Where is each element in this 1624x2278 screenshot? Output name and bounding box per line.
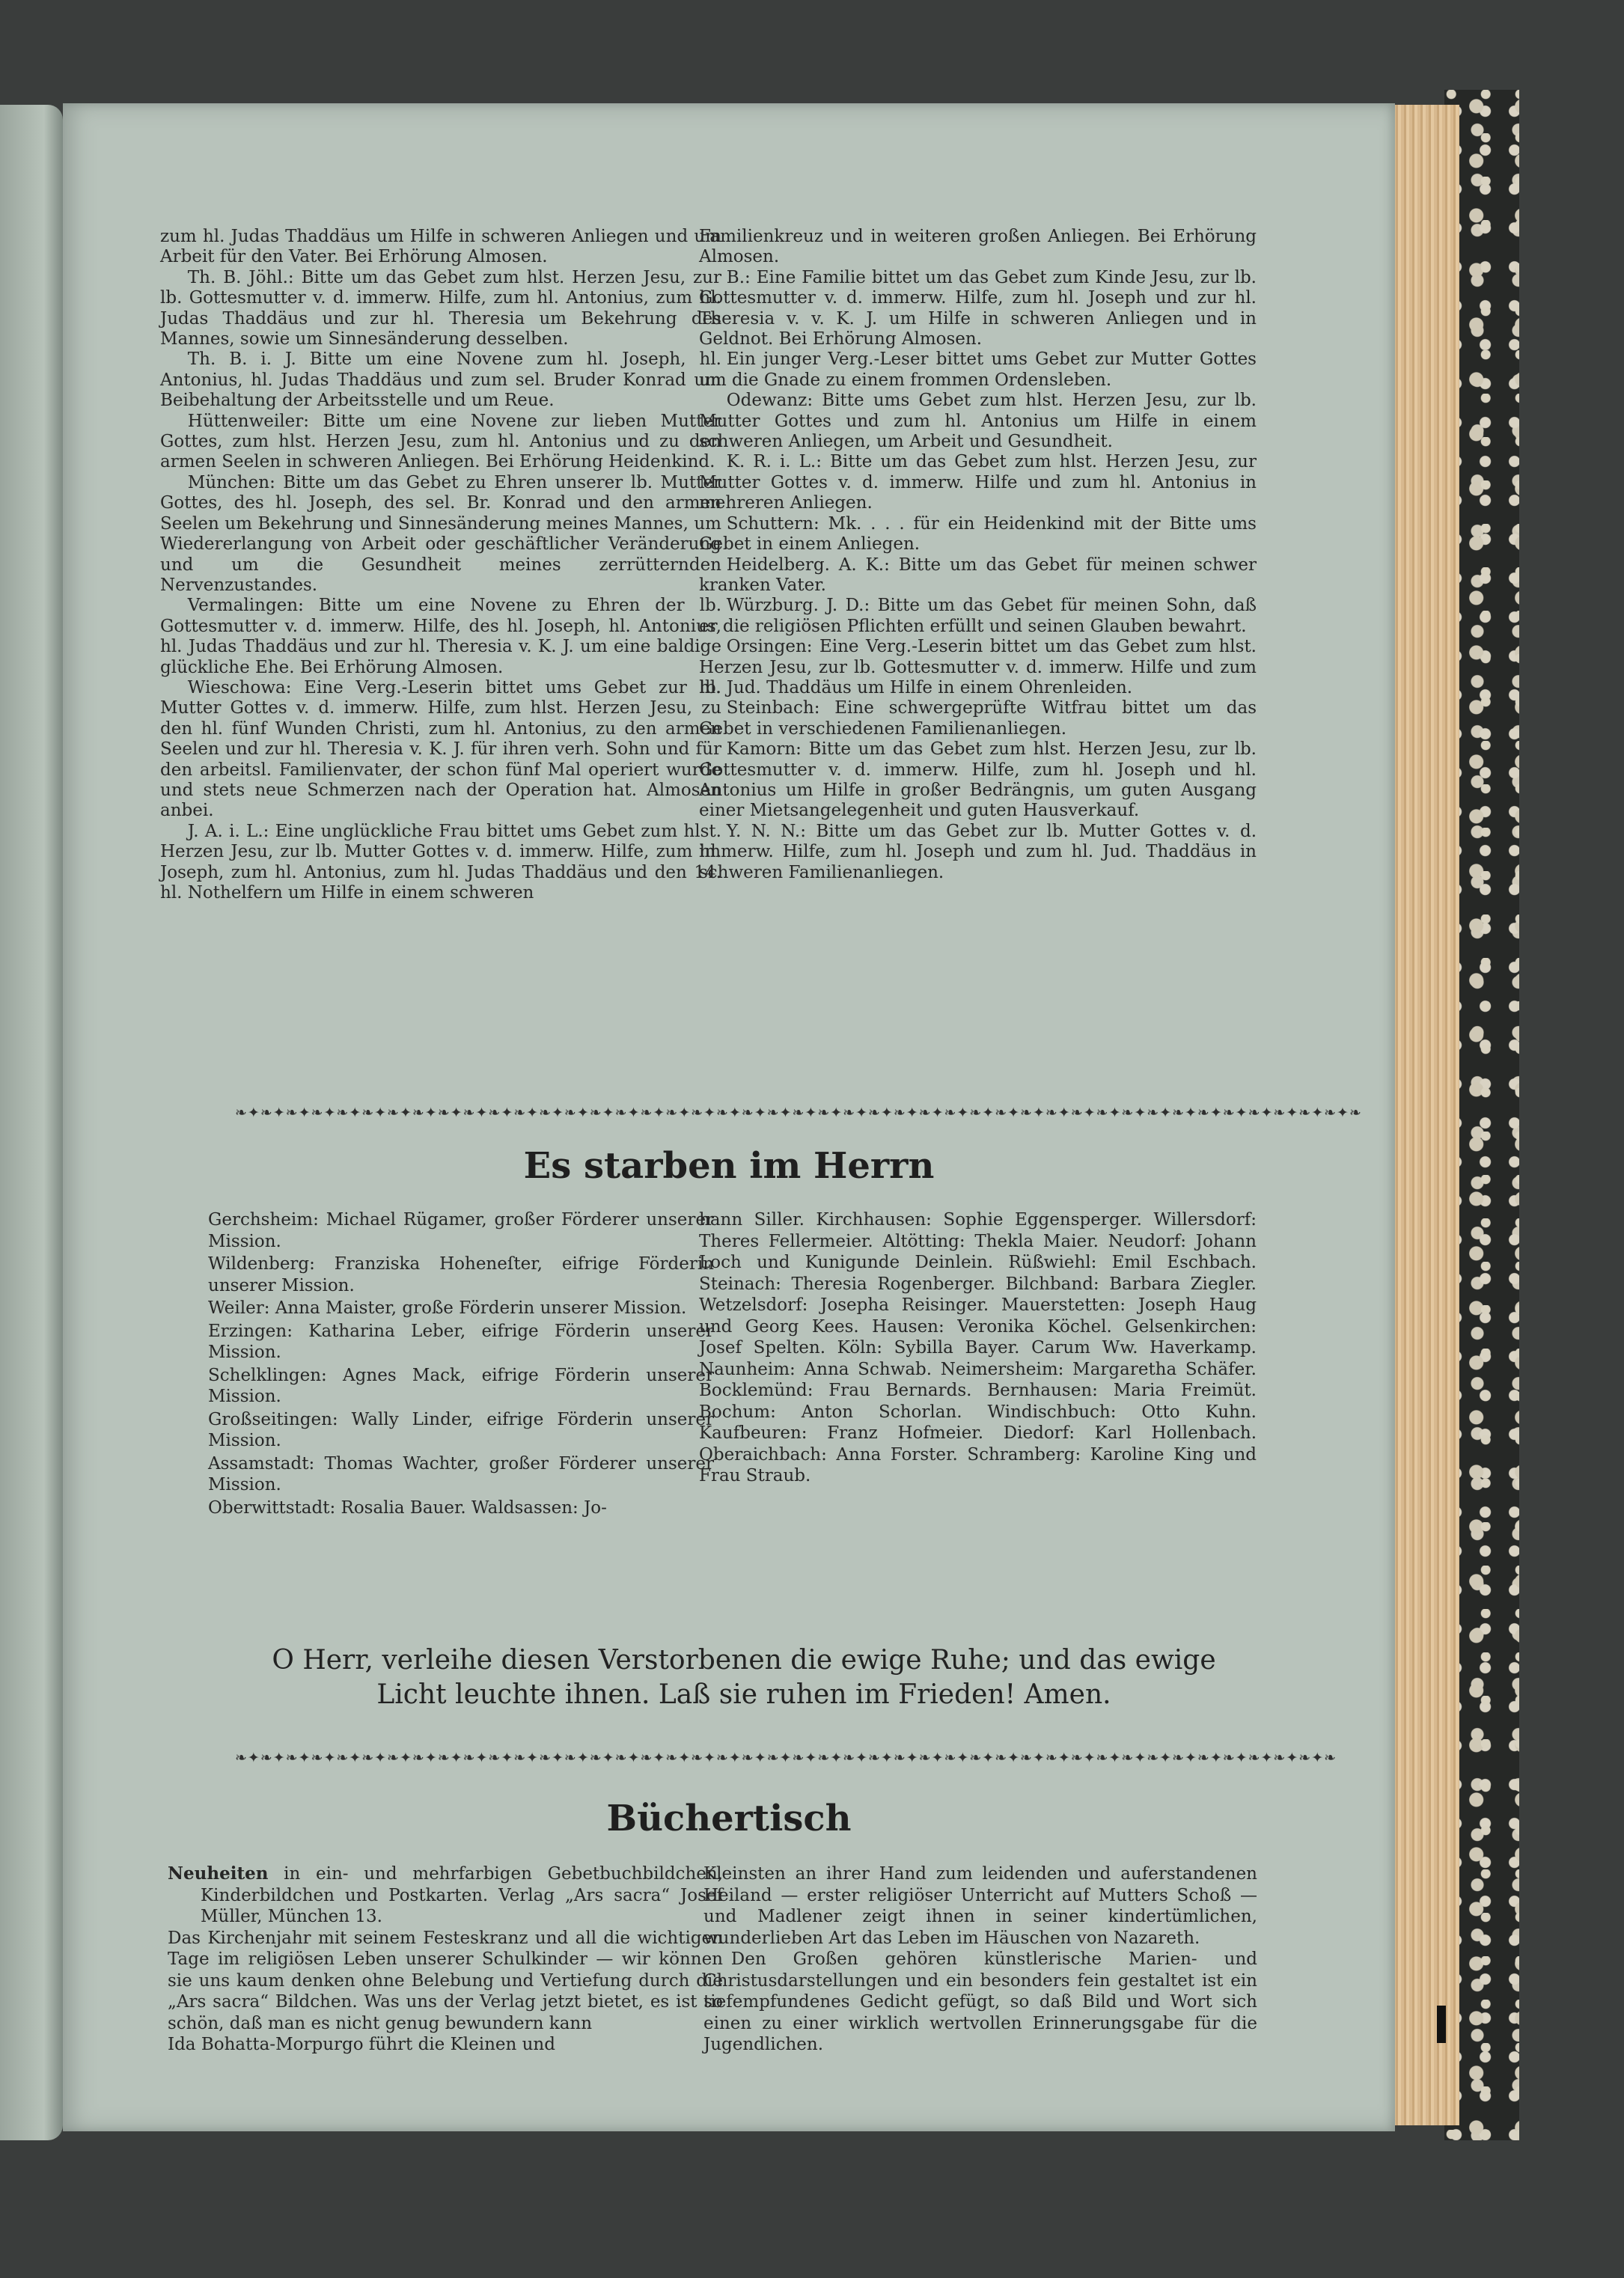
books-lead-word: Neuheiten bbox=[168, 1863, 269, 1884]
intention-entry: Wieschowa: Eine Verg.-Leserin bittet ums Gebet zur lb. Mutter Gottes v. d. immerw. Hilfe, zum hlst. Herzen Jesu, zu den hl. fünf Wunden Christi, zum hl. Antonius, zu den armen Seelen und zur hl. Theresia v. K. J. für ihren verh. Sohn und für den arbeitsl. Familienvater, der schon fünf Mal operiert wurde und stets neue Schmerzen nach der Operation hat. Almosen anbei. bbox=[160, 677, 721, 821]
books-paragraph: Kleinsten an ihrer Hand zum leidenden und auferstandenen Heiland — erster religiöser Unterricht auf Mutters Schoß — und Madlener zeigt ihnen in seiner kindertümlichen, wunderlieben Art das Leben im Häuschen von Nazareth. bbox=[703, 1864, 1257, 1948]
intention-entry: Vermalingen: Bitte um eine Novene zu Ehren der lb. Gottesmutter v. d. immerw. Hilfe, des hl. Joseph, hl. Antonius, hl. Judas Thaddäus und zur hl. Theresia v. K. J. um eine baldige glückliche Ehe. Bei Erhörung Almosen. bbox=[160, 596, 721, 677]
intention-entry: zum hl. Judas Thaddäus um Hilfe in schweren Anliegen und um Arbeit für den Vater. Bei Erhörung Almosen. bbox=[160, 227, 721, 267]
books-heading: Büchertisch bbox=[606, 1798, 852, 1839]
intention-entry: Orsingen: Eine Verg.-Leserin bittet um das Gebet zum hlst. Herzen Jesu, zur lb. Gottesmutter v. d. immerw. Hilfe und zum hl. Jud. Thaddäus um Hilfe in einem Ohrenleiden. bbox=[699, 637, 1257, 697]
obituary-entry: Erzingen: Katharina Leber, eifrige Förderin unserer Mission. bbox=[208, 1321, 714, 1362]
intention-entry: Steinbach: Eine schwergeprüfte Witfrau bittet um das Gebet in verschiedenen Familienanliegen. bbox=[699, 698, 1257, 739]
book-page bbox=[63, 103, 1395, 2131]
intention-entry: Würzburg. J. D.: Bitte um das Gebet für meinen Sohn, daß er die religiösen Pflichten erfüllt und seinen Glauben bewahrt. bbox=[699, 596, 1257, 636]
ornamental-divider: ❧✦❧✦❧✦❧✦❧✦❧✦❧✦❧✦❧✦❧✦❧✦❧✦❧✦❧✦❧✦❧✦❧✦❧✦❧✦❧✦❧✦❧✦❧✦❧✦❧✦❧✦❧✦❧✦❧✦❧✦❧✦❧✦❧✦❧✦❧✦❧✦❧✦❧✦❧✦❧✦❧✦❧✦❧✦❧ bbox=[235, 1750, 1337, 1766]
obituary-entry: Weiler: Anna Maister, große Förderin unserer Mission. bbox=[208, 1298, 687, 1318]
obituary-entry: Wildenberg: Franziska Hoheneſter, eifrige Förderin unserer Mission. bbox=[208, 1254, 714, 1295]
obituary-entry: Gerchsheim: Michael Rügamer, großer Förderer unserer Mission. bbox=[208, 1210, 714, 1251]
obituary-right-column bbox=[699, 1209, 1257, 1487]
obituary-entries: hann Siller. Kirchhausen: Sophie Eggensperger. Willersdorf: Theres Fellermeier. Altötting: Thekla Maier. Neudorf: Johann Loch und Kunigunde Deinlein. Rüßwiehl: Emil Eschbach. Steinach: Theresia Rogenberger. Bilchband: Barbara Ziegler. Wetzelsdorf: Josepha Reisinger. Mauerstetten: Joseph Haug und Georg Kees. Hausen: Veronika Köchel. Gelsenkirchen: Josef Spelten. Köln: Sybilla Bayer. Carum Ww. Haverkamp. Naunheim: Anna Schwab. Neimersheim: Margaretha Schäfer. Bocklemünd: Frau Bernards. Bernhausen: Maria Freimüt. Bochum: Anton Schorlan. Windischbuch: Otto Kuhn. Kaufbeuren: Franz Hofmeier. Diedorf: Karl Hollenbach. Oberaichbach: Anna Forster. Schramberg: Karoline King und Frau Straub. bbox=[699, 1210, 1257, 1485]
intention-entry: Schuttern: Mk. . . . für ein Heidenkind mit der Bitte ums Gebet in einem Anliegen. bbox=[699, 513, 1257, 555]
intention-entry: Th. B. Jöhl.: Bitte um das Gebet zum hlst. Herzen Jesu, zur lb. Gottesmutter v. d. immerw. Hilfe, zum hl. Antonius, zum hl. Judas Thaddäus und zur hl. Theresia um Bekehrung des Mannes, sowie um Sinnesänderung desselben. bbox=[160, 267, 721, 349]
intention-entry: Familienkreuz und in weiteren großen Anliegen. Bei Erhörung Almosen. bbox=[699, 227, 1257, 267]
prayer-line: Licht leuchte ihnen. Laß sie ruhen im Frieden! Amen. bbox=[376, 1679, 1111, 1710]
intentions-left-column bbox=[160, 227, 721, 903]
obituary-entry: Oberwittstadt: Rosalia Bauer. Waldsassen: Jo- bbox=[208, 1497, 607, 1518]
intention-entry: K. R. i. L.: Bitte um das Gebet zum hlst. Herzen Jesu, zur Mutter Gottes v. d. immerw. Hilfe und zum hl. Antonius in mehreren Anliegen. bbox=[699, 452, 1257, 513]
intention-entry: B.: Eine Familie bittet um das Gebet zum Kinde Jesu, zur lb. Gottesmutter v. d. immerw. Hilfe, zum hl. Joseph und zur hl. Theresia v. v. K. J. um Hilfe in schweren Anliegen und in Geldnot. Bei Erhörung Almosen. bbox=[699, 267, 1257, 349]
intention-entry: Odewanz: Bitte ums Gebet zum hlst. Herzen Jesu, zur lb. Mutter Gottes und zum hl. Antonius um Hilfe in einem schweren Anliegen, um Arbeit und Gesundheit. bbox=[699, 391, 1257, 452]
books-intro-text: in ein- und mehrfarbigen Gebetbuchbildchen, Kinderbildchen und Postkarten. Verlag „Ars sacra“ Josef Müller, München 13. bbox=[201, 1864, 723, 1926]
books-paragraph: Ida Bohatta-Morpurgo führt die Kleinen und bbox=[168, 2035, 555, 2054]
page-block-edges bbox=[1385, 105, 1459, 2125]
books-paragraph: Das Kirchenjahr mit seinem Festeskranz und all die wichtigen Tage im religiösen Leben unserer Schulkinder — wir können sie uns kaum denken ohne Belebung und Vertiefung durch die „Ars sacra“ Bildchen. Was uns der Verlag jetzt bietet, es ist so schön, daß man es nicht genug bewundern kann bbox=[168, 1928, 723, 2033]
books-left-column bbox=[168, 1863, 723, 2056]
facing-page-edge bbox=[0, 105, 63, 2140]
intentions-right-column bbox=[699, 227, 1257, 883]
ornamental-divider: ❧✦❧✦❧✦❧✦❧✦❧✦❧✦❧✦❧✦❧✦❧✦❧✦❧✦❧✦❧✦❧✦❧✦❧✦❧✦❧✦❧✦❧✦❧✦❧✦❧✦❧✦❧✦❧✦❧✦❧✦❧✦❧✦❧✦❧✦❧✦❧✦❧✦❧✦❧✦❧✦❧✦❧✦❧✦❧✦❧ bbox=[235, 1105, 1362, 1121]
intention-entry: Heidelberg. A. K.: Bitte um das Gebet für meinen schwer kranken Vater. bbox=[699, 555, 1257, 595]
obituary-left-column bbox=[175, 1209, 714, 1518]
intention-entry: Y. N. N.: Bitte um das Gebet zur lb. Mutter Gottes v. d. immerw. Hilfe, zum hl. Joseph und zum hl. Jud. Thaddäus in schweren Familienanliegen. bbox=[699, 821, 1257, 882]
obituary-entry: Assamstadt: Thomas Wachter, großer Förderer unserer Mission. bbox=[208, 1453, 714, 1494]
books-intro bbox=[168, 1863, 723, 1928]
intention-entry: Th. B. i. J. Bitte um eine Novene zum hl. Joseph, hl. Antonius, hl. Judas Thaddäus und zum sel. Bruder Konrad um Beibehaltung der Arbeitsstelle und um Reue. bbox=[160, 349, 721, 411]
bookmark-ribbon bbox=[1437, 2006, 1446, 2043]
books-paragraph: Den Großen gehören künstlerische Marien- und Christusdarstellungen und ein besonders fein gestaltet ist ein tiefempfundenes Gedicht gefügt, so daß Bild und Wort sich einen zu einer wirklich wertvollen Erinnerungsgabe für die Jugendlichen. bbox=[703, 1949, 1257, 2054]
obituary-heading: Es starben im Herrn bbox=[523, 1145, 935, 1187]
intention-entry: Ein junger Verg.-Leser bittet ums Gebet zur Mutter Gottes um die Gnade zu einem frommen Ordensleben. bbox=[699, 349, 1257, 390]
obituary-entry: Schelklingen: Agnes Mack, eifrige Förderin unserer Mission. bbox=[208, 1365, 714, 1406]
prayer-line: O Herr, verleihe diesen Verstorbenen die ewige Ruhe; und das ewige bbox=[272, 1645, 1216, 1676]
books-right-column bbox=[703, 1863, 1257, 2056]
intention-entry: Hüttenweiler: Bitte um eine Novene zur lieben Mutter Gottes, zum hlst. Herzen Jesu, zum hl. Antonius und zu den armen Seelen in schweren Anliegen. Bei Erhörung Heidenkind. bbox=[160, 411, 721, 472]
intention-entry: München: Bitte um das Gebet zu Ehren unserer lb. Mutter Gottes, des hl. Joseph, des sel. Br. Konrad und den armen Seelen um Bekehrung und Sinnesänderung meines Mannes, um Wiedererlangung von Arbeit oder geschäftlicher Veränderung und um die Gesundheit meines zerrütternden Nervenzustandes. bbox=[160, 472, 721, 595]
intention-entry: J. A. i. L.: Eine unglückliche Frau bittet ums Gebet zum hlst. Herzen Jesu, zur lb. Mutter Gottes v. d. immerw. Hilfe, zum hl. Joseph, zum hl. Antonius, zum hl. Judas Thaddäus und den 14. hl. Nothelfern um Hilfe in einem schweren bbox=[160, 821, 721, 903]
obituary-entry: Großseitingen: Wally Linder, eifrige Förderin unserer Mission. bbox=[208, 1409, 714, 1450]
intention-entry: Kamorn: Bitte um das Gebet zum hlst. Herzen Jesu, zur lb. Gottesmutter v. d. immerw. Hilfe, zum hl. Joseph und hl. Antonius um Hilfe in großer Bedrängnis, um guten Ausgang einer Mietsangelegenheit und guten Hausverkauf. bbox=[699, 739, 1257, 821]
